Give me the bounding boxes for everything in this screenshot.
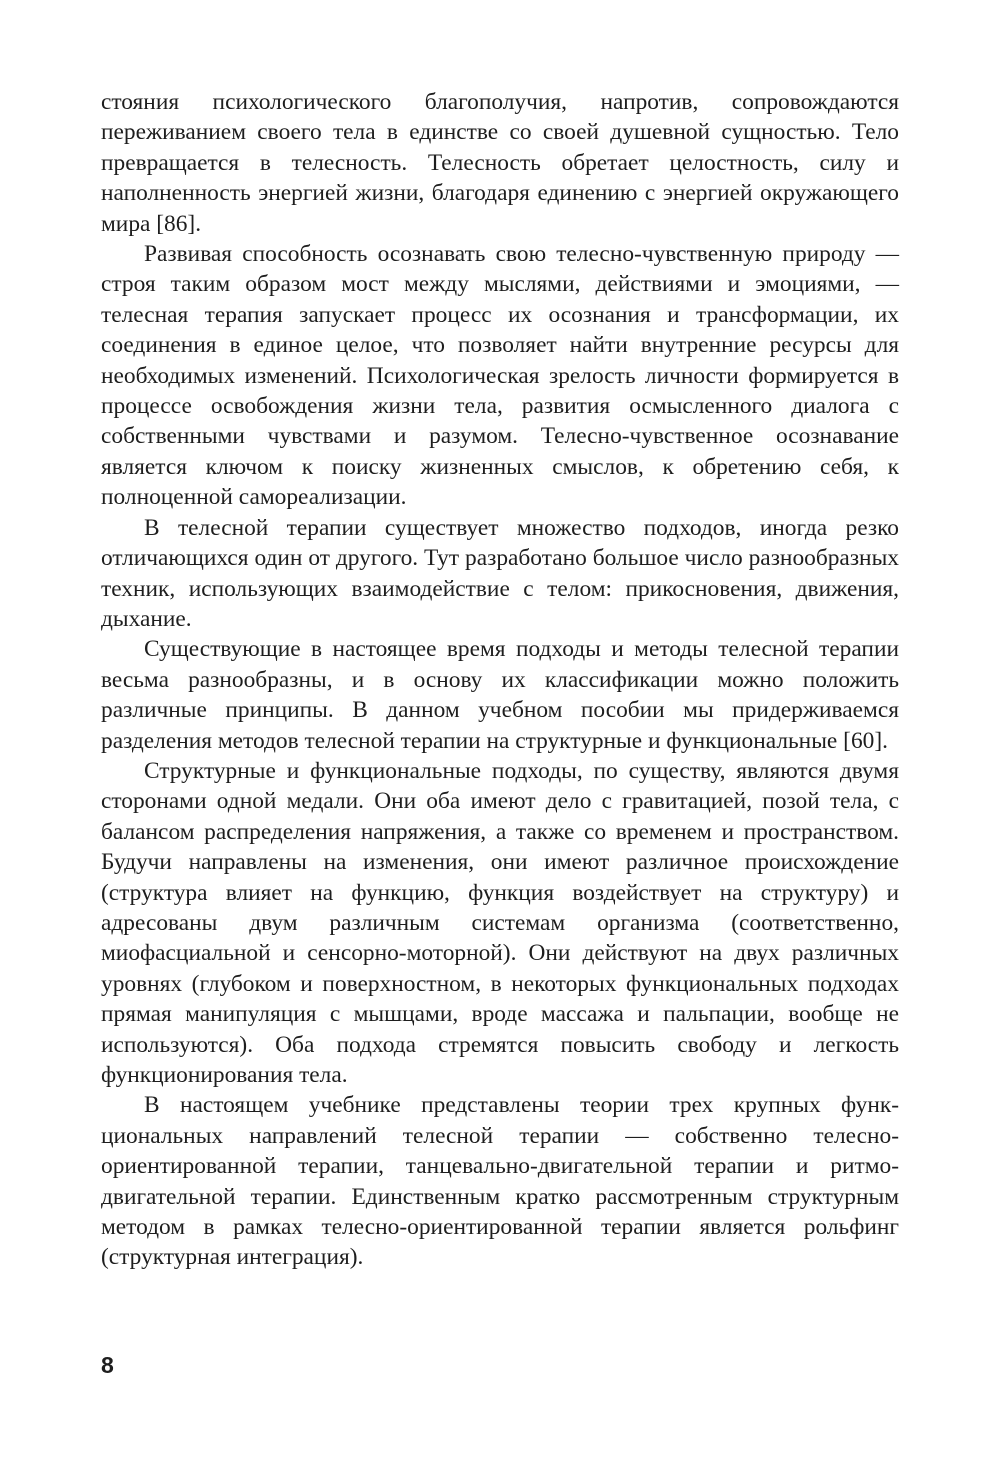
paragraph: В настоящем учебнике представлены теории трех крупных функциональных направлений телесной терапии — собственно телесно-ориентированной терапии, танцевально-двигательной терапии и ритмо-двигательной терапии. Единственным кратко рассмотренным структурным методом в рамках телесно-ориентированной терапии является рольфинг (структурная интеграция). xyxy=(101,1092,899,1271)
paragraph: В телесной терапии существует множество подходов, иногда резко отличающихся один от другого. Тут разработано большое число разнообразных техник, использующих взаимодействие с телом: прикосновения, движения, дыхание. xyxy=(101,514,899,632)
paragraph-continuation: стояния психологического благополучия, напротив, сопровождаются переживанием своего тела в единстве со своей душевной сущностью. Тело превращается в телесность. Телесность обретает целостность, силу и наполненность энергией жизни, благодаря единению с энергией окружающего мира [86]. xyxy=(101,89,899,237)
page-number: 8 xyxy=(101,1352,114,1378)
paragraph: Развивая способность осознавать свою телесно-чувственную природу — строя таким образом мост между мыслями, действиями и эмоциями, — телесная терапия запускает процесс их осознания и трансформации, их соединения в единое целое, что позволяет найти внутренние ресурсы для необходимых изменений. Психологическая зрелость личности формируется в процессе освобождения жизни тела, развития осмысленного диалога с собственными чувствами и разумом. Телесно-чувственное осознавание является ключом к поиску жизненных смыслов, к обретению себя, к полноценной самореализации. xyxy=(101,241,899,511)
paragraph: Существующие в настоящее время подходы и методы телесной терапии весьма разнообразны, и в основу их классификации можно положить различные принципы. В данном учебном пособии мы придерживаемся разделения методов телесной терапии на структурные и функциональные [60]. xyxy=(101,636,899,754)
body-text xyxy=(101,87,899,1273)
paragraph: Структурные и функциональные подходы, по существу, являются двумя сторонами одной медали. Они оба имеют дело с гравитацией, позой тела, с балансом распределения напряжения, а также со временем и пространством. Будучи направлены на изменения, они имеют различное происхождение (структура влияет на функцию, функция воздействует на структуру) и адресованы двум различным системам организма (соответственно, миофасциальной и сенсорно-моторной). Они действуют на двух различных уровнях (глубоком и поверхностном, в некоторых функциональных подходах прямая манипуляция с мышцами, вроде массажа и пальпации, вообще не используются). Оба подхода стремятся повысить свободу и легкость функционирования тела. xyxy=(101,757,899,1088)
